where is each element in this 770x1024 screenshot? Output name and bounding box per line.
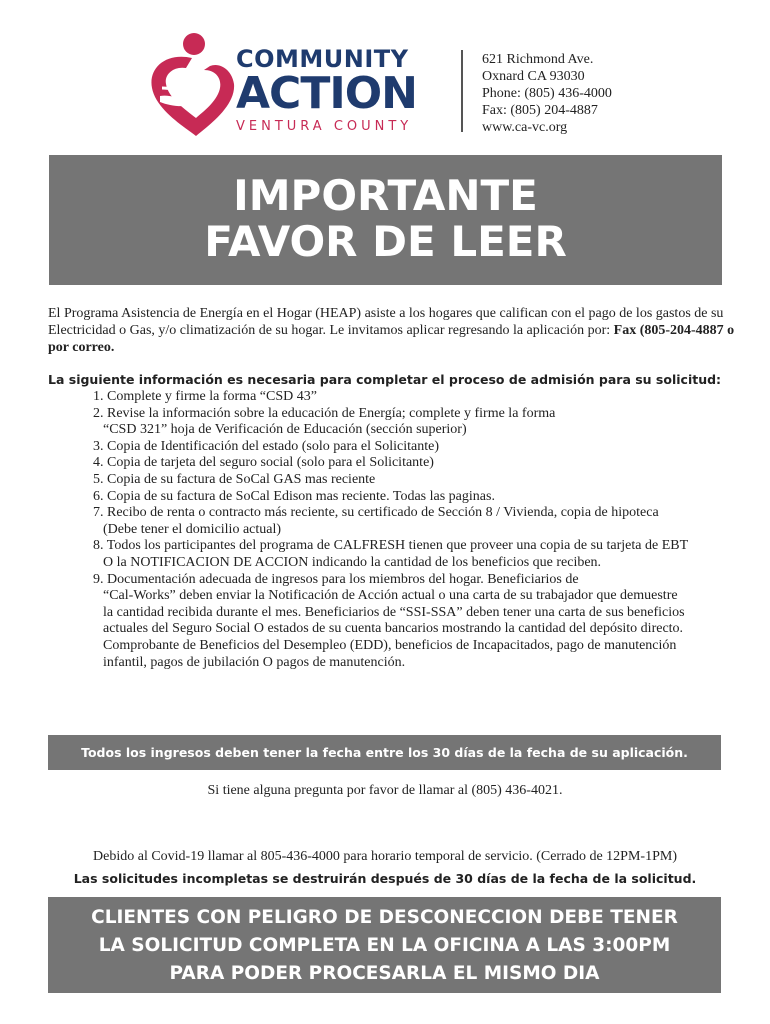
banner-subtitle: FAVOR DE LEER: [204, 217, 567, 266]
list-item: (Debe tener el domicilio actual): [103, 521, 282, 537]
requirements-list: [48, 389, 738, 671]
list-item: “Cal-Works” deben enviar la Notificación de Acción actual o una carta de su trabajador que demuestre: [103, 588, 678, 604]
list-item: 1. Complete y firme la forma “CSD 43”: [93, 389, 317, 404]
intro-paragraph: [48, 305, 738, 356]
list-item: 7. Recibo de renta o contracto más reciente, su certificado de Sección 8 / Vivienda, copia de hipoteca: [93, 505, 659, 521]
list-item: Comprobante de Beneficios del Desempleo (EDD), beneficios de Incapacitados, pago de manutención: [103, 637, 677, 653]
incomplete-warning: Las solicitudes incompletas se destruirán después de 30 días de la fecha de la solicitud.: [73, 871, 697, 886]
question-line: Si tiene alguna pregunta por favor de llamar al (805) 436-4021.: [207, 783, 563, 798]
list-item: 5. Copia de su factura de SoCal GAS mas reciente: [93, 471, 376, 487]
list-item: O la NOTIFICACION DE ACCION indicando la cantidad de los beneficios que reciben.: [103, 554, 602, 570]
logo-word-community: COMMUNITY: [236, 45, 409, 73]
header-divider: [461, 50, 463, 132]
contact-fax: Fax: (805) 204-4887: [482, 103, 598, 118]
contact-city: Oxnard CA 93030: [482, 69, 585, 84]
logo-word-ventura-county: VENTURA COUNTY: [236, 119, 413, 134]
list-item: 6. Copia de su factura de SoCal Edison mas reciente. Todas las paginas.: [93, 488, 495, 504]
warning-line-1: CLIENTES CON PELIGRO DE DESCONECCION DEBE TENER: [91, 907, 678, 928]
covid-notice: Debido al Covid-19 llamar al 805-436-4000 para horario temporal de servicio. (Cerrado de 12PM-1PM): [93, 849, 677, 864]
disconnection-warning-bar: [48, 897, 721, 993]
heart-hug-icon: [146, 30, 241, 140]
contact-address: 621 Richmond Ave.: [482, 52, 594, 67]
list-item: infantil, pagos de jubilación O pagos de manutención.: [103, 654, 406, 670]
logo-word-action: ACTION: [236, 68, 417, 119]
contact-website: www.ca-vc.org: [482, 120, 568, 135]
warning-line-2: LA SOLICITUD COMPLETA EN LA OFICINA A LAS 3:00PM: [98, 935, 671, 956]
important-banner: [49, 155, 722, 285]
warning-line-3: PARA PODER PROCESARLA EL MISMO DIA: [169, 963, 600, 984]
list-item: actuales del Seguro Social O estados de su cuenta bancarios mostrando la cantidad del depósito directo.: [103, 621, 684, 637]
list-item: la cantidad recibida durante el mes. Beneficiarios de “SSI-SSA” deben tener una carta de sus beneficios: [103, 604, 685, 620]
list-item: 8. Todos los participantes del programa de CALFRESH tienen que proveer una copia de su tarjeta de EBT: [93, 538, 689, 554]
list-item: 4. Copia de tarjeta del seguro social (solo para el Solicitante): [93, 455, 434, 471]
community-action-logo: [146, 30, 446, 140]
contact-phone: Phone: (805) 436-4000: [482, 86, 612, 101]
intro-text: El Programa Asistencia de Energía en el Hogar (HEAP) asiste a los hogares que califican con el pago de los gastos de su Electricidad o Gas, y/o climatización de su hogar. Le invitamos aplicar regresando la aplicación por:: [48, 306, 724, 338]
income-note-bar: Todos los ingresos deben tener la fecha entre los 30 días de la fecha de su aplicación.: [48, 735, 721, 770]
contact-block: [482, 51, 612, 136]
intro-fax-bold: Fax (805-204-4887 o por correo.: [48, 323, 735, 355]
list-item: 3. Copia de Identificación del estado (solo para el Solicitante): [93, 438, 439, 454]
list-item: 2. Revise la información sobre la educación de Energía; complete y firme la forma: [93, 405, 556, 421]
requirements-heading: La siguiente información es necesaria para completar el proceso de admisión para su solicitud:: [48, 372, 722, 387]
list-item: 9. Documentación adecuada de ingresos para los miembros del hogar. Beneficiarios de: [93, 571, 579, 587]
banner-title: IMPORTANTE: [233, 171, 538, 220]
list-item: “CSD 321” hoja de Verificación de Educación (sección superior): [103, 422, 467, 438]
